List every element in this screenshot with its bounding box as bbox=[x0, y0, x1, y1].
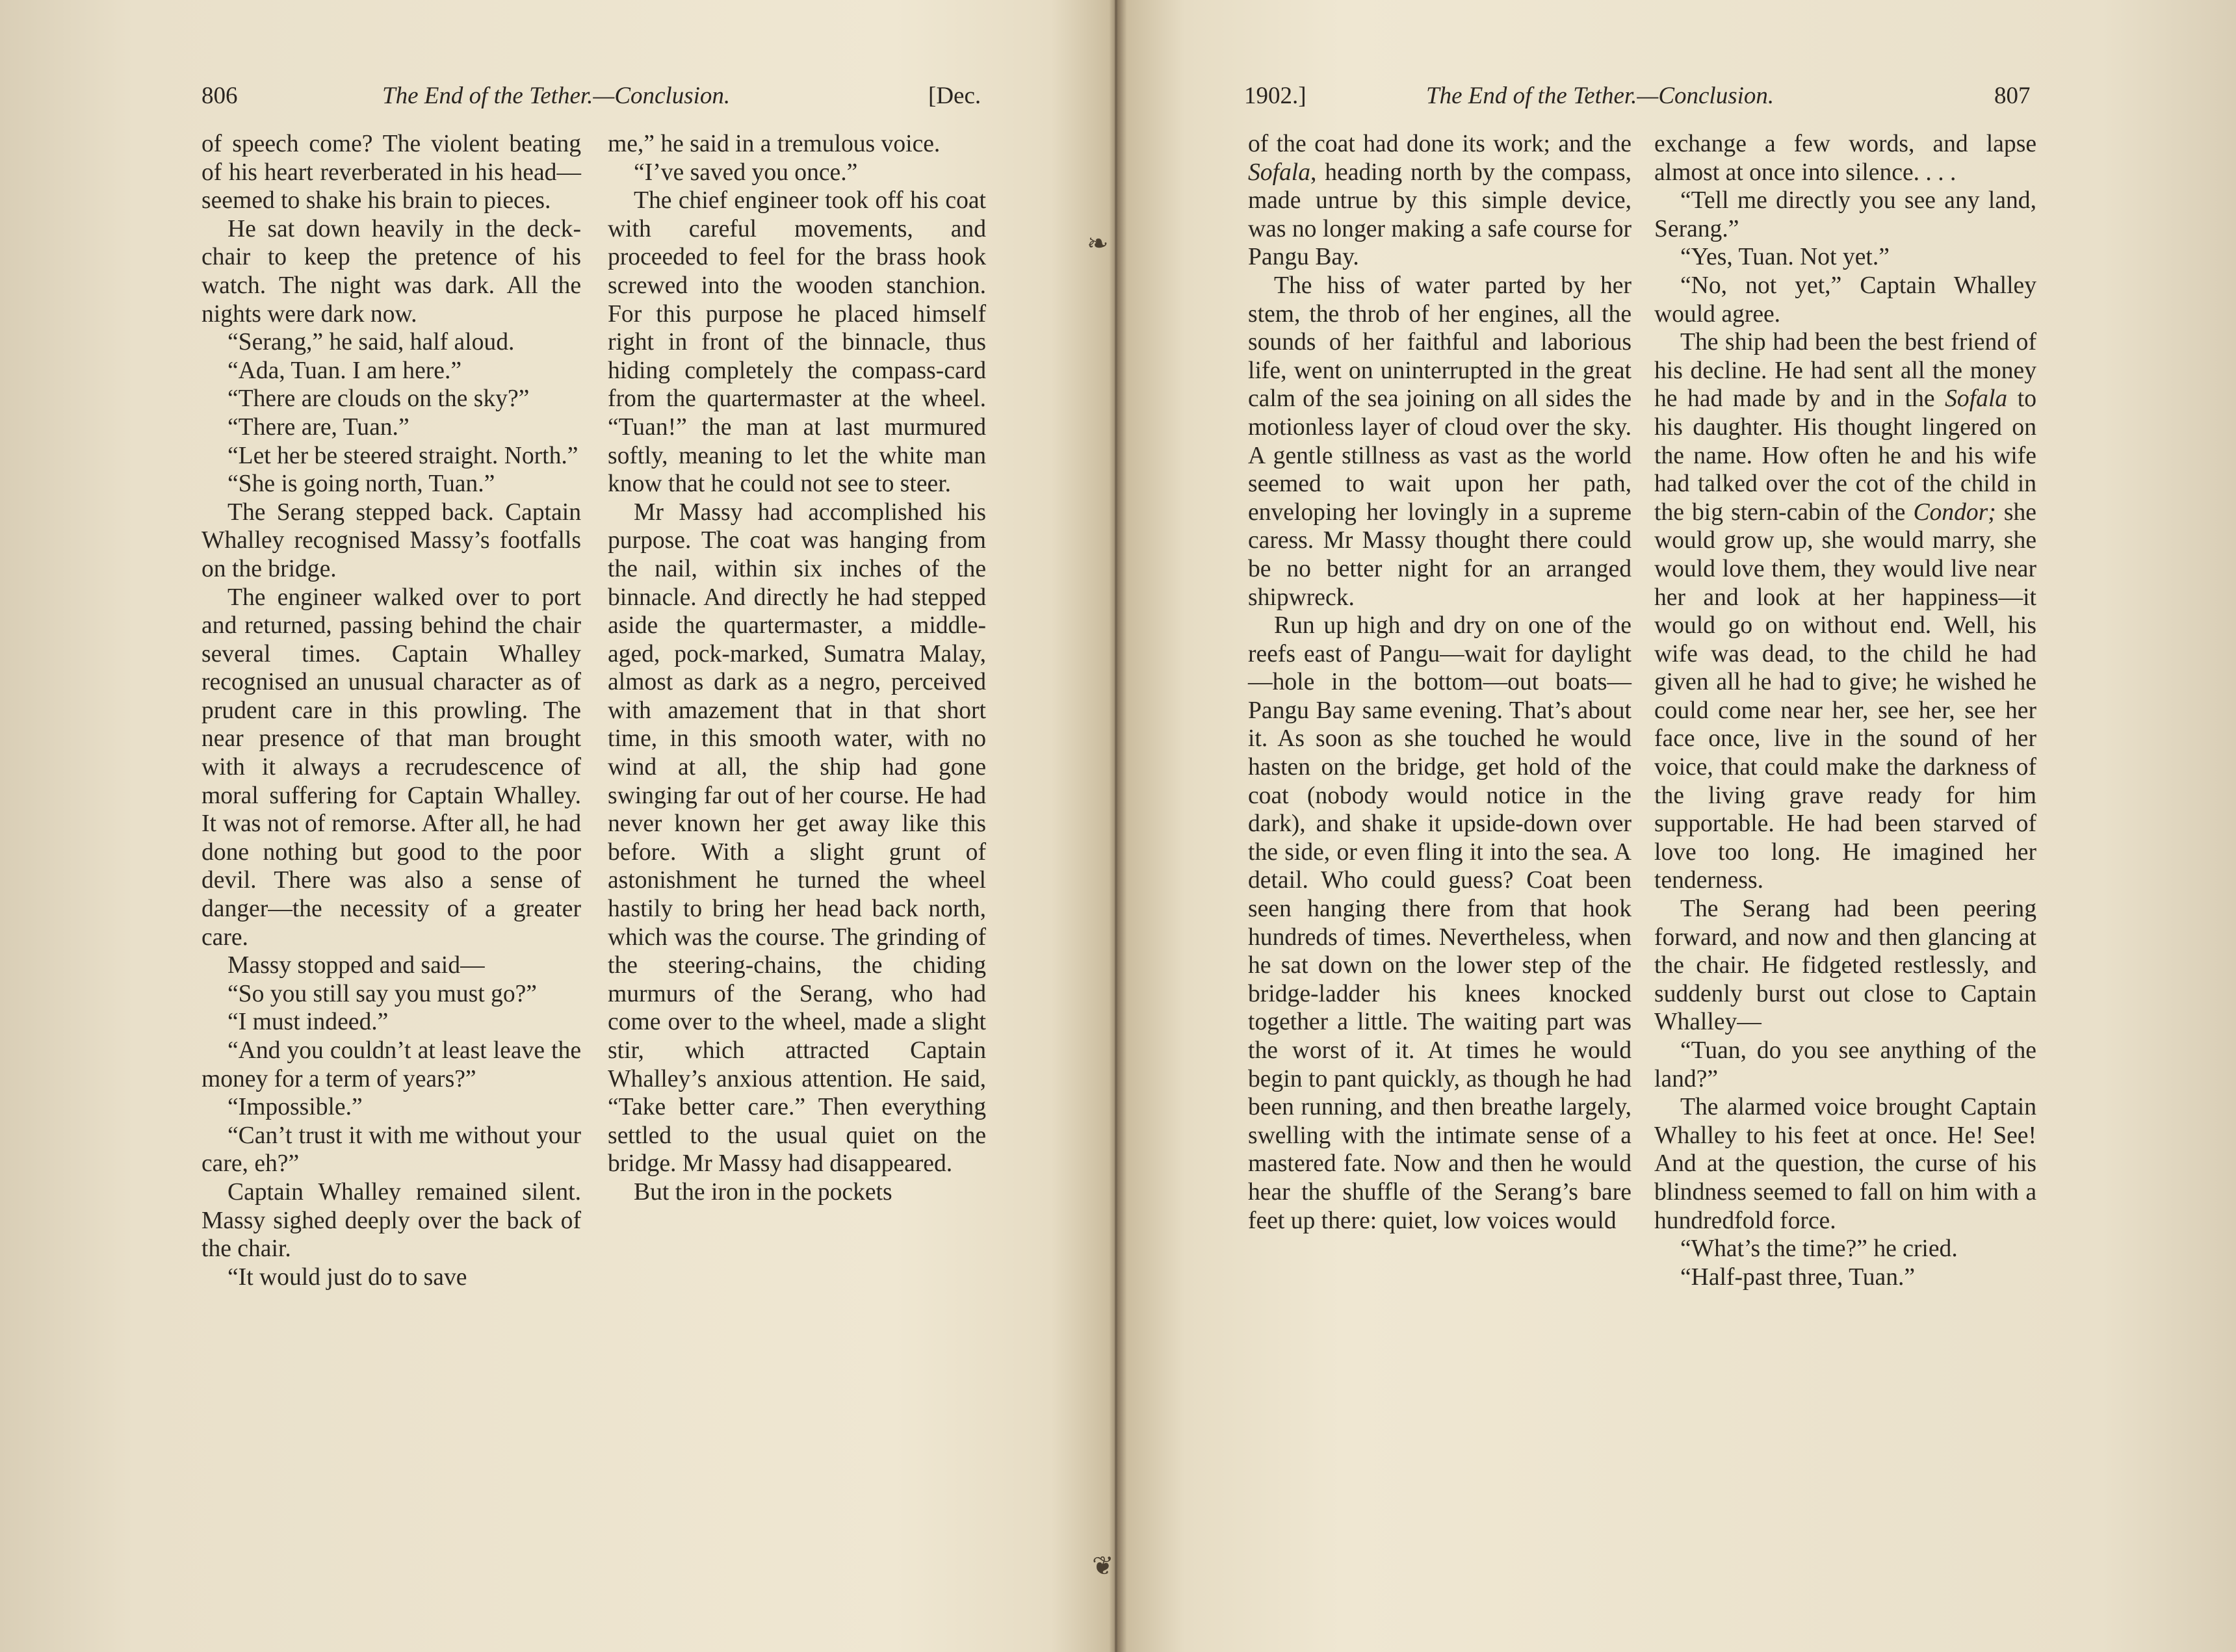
paragraph: me,” he said in a tremulous voice. bbox=[608, 131, 941, 157]
paragraph: “I’ve saved you once.” bbox=[634, 159, 858, 186]
left-page-header bbox=[0, 82, 1115, 121]
left-page-column-1 bbox=[202, 130, 581, 1291]
paragraph: But the iron in the pockets bbox=[634, 1178, 892, 1206]
paragraph: “Tell me directly you see any land, Serang.” bbox=[1654, 187, 2036, 242]
running-title: The End of the Tether.—Conclusion. bbox=[382, 83, 731, 109]
binding-thread-mark: ❧ bbox=[1087, 229, 1109, 259]
paragraph: “Can’t trust it with me without your care, eh?” bbox=[202, 1122, 581, 1178]
paragraph: “Half-past three, Tuan.” bbox=[1680, 1263, 1916, 1291]
paragraph: Massy stopped and said— bbox=[228, 952, 485, 979]
paragraph: Mr Massy had accomplished his purpose. The coat was hanging from the nail, within six inches of the binnacle. And directly he had stepped aside the quartermaster, a middle-aged, pock-marked, Sumatra Malay, almost as dark as a negro, perceived with amazement that in that short time, in this smooth water, with no wind at all, the ship had gone swinging far out of her course. He had never known her get away like this before. With a slight grunt of astonishment he turned the wheel hastily to bring her head back north, which was the course. The grinding of the steering-chains, the chiding murmurs of the Serang, who had come over to the wheel, made a slight stir, which attracted Captain Whalley’s anxious attention. He said, “Take better care.” Then everything settled to the usual quiet on the bridge. Mr Massy had disappeared. bbox=[608, 498, 986, 1178]
paragraph: of the coat had done its work; and the Sofala, heading north by the compass, made untrue by this simple device, was no longer making a safe course for Pangu Bay. bbox=[1248, 131, 1632, 271]
binding-thread-mark: ❦ bbox=[1092, 1551, 1114, 1581]
page-number: 806 bbox=[202, 83, 238, 109]
paragraph: The alarmed voice brought Captain Whalley to his feet at once. He! See! And at the question, the curse of his blindness seemed to fall on him with a hundredfold force. bbox=[1654, 1094, 2036, 1234]
book-gutter bbox=[1115, 0, 1117, 1652]
paragraph: “What’s the time?” he cried. bbox=[1680, 1235, 1958, 1263]
paragraph: “Yes, Tuan. Not yet.” bbox=[1680, 244, 1890, 271]
paragraph: “No, not yet,” Captain Whalley would agree. bbox=[1654, 272, 2036, 328]
paragraph: of speech come? The violent beating of his heart reverberated in his head—seemed to shake his brain to pieces. bbox=[202, 131, 581, 214]
running-title: The End of the Tether.—Conclusion. bbox=[1426, 83, 1774, 109]
paragraph: “Let her be steered straight. North.” bbox=[228, 442, 578, 469]
paragraph: “Serang,” he said, half aloud. bbox=[228, 329, 515, 356]
paragraph: exchange a few words, and lapse almost at once into silence. . . . bbox=[1654, 131, 2036, 186]
paragraph: The hiss of water parted by her stem, the throb of her engines, all the sounds of her faithful and laborious life, went on uninterrupted in the great calm of the sea joining on all sides the motionless layer of cloud over the sky. A gentle stillness as vast as the world seemed to wait upon her path, enveloping her lovingly in a supreme caress. Mr Massy thought there could be no better night for an arranged shipwreck. bbox=[1248, 272, 1632, 611]
paragraph: The engineer walked over to port and returned, passing behind the chair several times. Captain Whalley recognised an unusual character as of prudent care in this prowling. The near presence of that man brought with it always a recrudescence of moral suffering for Captain Whalley. It was not of remorse. After all, he had done nothing but good to the poor devil. There was also a sense of danger—the necessity of a greater care. bbox=[202, 584, 581, 951]
right-page-column-1 bbox=[1248, 130, 1632, 1235]
paragraph: He sat down heavily in the deck-chair to keep the pretence of his watch. The night was dark. All the nights were dark now. bbox=[202, 215, 581, 328]
paragraph: Captain Whalley remained silent. Massy sighed deeply over the back of the chair. bbox=[202, 1178, 581, 1263]
paragraph: The chief engineer took off his coat with careful movements, and proceeded to feel for the brass hook screwed into the wooden stanchion. For this purpose he placed himself right in front of the binnacle, thus hiding completely the compass-card from the quartermaster at the wheel. “Tuan!” the man at last murmured softly, meaning to let the white man know that he could not see to steer. bbox=[608, 187, 986, 498]
date-bracket: 1902.] bbox=[1244, 83, 1306, 109]
right-page-header bbox=[1121, 82, 2236, 121]
paragraph: “So you still say you must go?” bbox=[228, 980, 537, 1007]
paragraph: “She is going north, Tuan.” bbox=[228, 471, 495, 498]
right-page-column-2 bbox=[1654, 130, 2036, 1291]
paragraph: The Serang had been peering forward, and now and then glancing at the chair. He fidgeted restlessly, and suddenly burst out close to Captain Whalley— bbox=[1654, 896, 2036, 1036]
paragraph: The Serang stepped back. Captain Whalley recognised Massy’s footfalls on the bridge. bbox=[202, 498, 581, 582]
paragraph: “There are clouds on the sky?” bbox=[228, 385, 530, 413]
left-page-column-2 bbox=[608, 130, 986, 1207]
paragraph: “Impossible.” bbox=[228, 1094, 363, 1121]
paragraph: “It would just do to save bbox=[228, 1263, 467, 1291]
page-number: 807 bbox=[1994, 83, 2031, 109]
paragraph: “I must indeed.” bbox=[228, 1009, 389, 1036]
paragraph: Run up high and dry on one of the reefs east of Pangu—wait for daylight—hole in the bottom—out boats—Pangu Bay same evening. That’s about it. As soon as she touched he would hasten on the bridge, get hold of the coat (nobody would notice in the dark), and shake it upside-down over the side, or even fling it into the sea. A detail. Who could guess? Coat been seen hanging there from that hook hundreds of times. Nevertheless, when he sat down on the lower step of the bridge-ladder his knees knocked together a little. The waiting part was the worst of it. At times he would begin to pant quickly, as though he had been running, and then breathe largely, swelling with the intimate sense of a mastered fate. Now and then he would hear the shuffle of the Serang’s bare feet up there: quiet, low voices would bbox=[1248, 612, 1632, 1234]
paragraph: “Tuan, do you see anything of the land?” bbox=[1654, 1037, 2036, 1092]
paragraph: “Ada, Tuan. I am here.” bbox=[228, 357, 462, 384]
paragraph: The ship had been the best friend of his decline. He had sent all the money he had made by and in the Sofala to his daughter. His thought lingered on the name. How often he and his wife had talked over the cot of the child in the big stern-cabin of the Condor; she would grow up, she would marry, she would love them, they would live near her and look at her happiness—it would go on without end. Well, his wife was dead, to the child he had given all he had to give; he wished he could come near her, see her, see her face once, live in the sound of her voice, that could make the darkness of the living grave ready for him supportable. He had been starved of love too long. He imagined her tenderness. bbox=[1654, 329, 2036, 894]
paragraph: “And you couldn’t at least leave the money for a term of years?” bbox=[202, 1037, 581, 1092]
date-bracket: [Dec. bbox=[928, 83, 982, 109]
paragraph: “There are, Tuan.” bbox=[228, 413, 410, 441]
